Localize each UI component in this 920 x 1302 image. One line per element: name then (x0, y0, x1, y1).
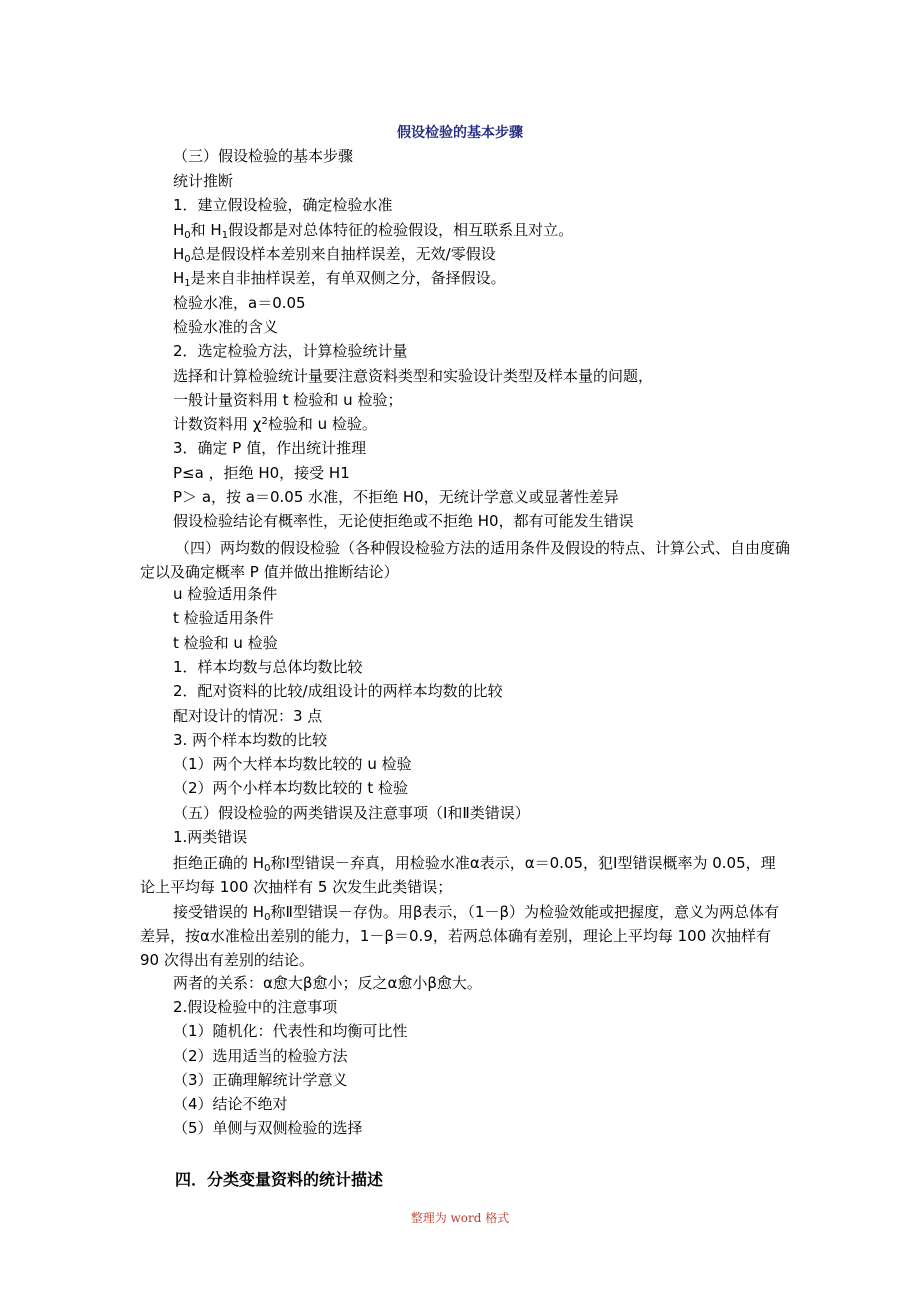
text-line: 2．配对资料的比较/成组设计的两样本均数的比较 (173, 682, 503, 700)
section-5-heading: （五）假设检验的两类错误及注意事项（Ⅰ和Ⅱ类错误） (173, 804, 530, 822)
text-line: （1）随机化：代表性和均衡可比性 (173, 1022, 408, 1040)
text-line: （2）两个小样本均数比较的 t 检验 (173, 779, 408, 797)
text-line: 假设检验结论有概率性，无论使拒绝或不拒绝 H0，都有可能发生错误 (173, 512, 634, 530)
text-line: 检验水准，a＝0.05 (173, 294, 306, 312)
step-2: 2．选定检验方法，计算检验统计量 (173, 342, 408, 360)
chi-square-line: 计数资料用 $\chi^2$检验和 u 检验。 (173, 415, 377, 433)
step-1: 1．建立假设检验，确定检验水准 (173, 196, 393, 214)
hypothesis-line: $H_0$和 $H_1$假设都是对总体特征的检验假设，相互联系且对立。 (173, 221, 574, 241)
type-1-error-paragraph: 拒绝正确的 $H_0$称Ⅰ型错误－弃真，用检验水准α表示，α＝0.05，犯Ⅰ型错误概率为 0.05，理论上平均每 100 次抽样有 5 次发生此类错误； (140, 854, 776, 896)
text-line: P≤a ，拒绝 H0，接受 H1 (173, 464, 350, 482)
page-title: 假设检验的基本步骤 (397, 125, 523, 141)
text-line: （4）结论不绝对 (173, 1095, 288, 1113)
h1-line: $H_1$是来自非抽样误差，有单双侧之分，备择假设。 (173, 269, 506, 289)
text-line: 统计推断 (173, 172, 234, 190)
text-line: 2.假设检验中的注意事项 (173, 998, 338, 1016)
text-line: 1．样本均数与总体均数比较 (173, 658, 363, 676)
text-line: t 检验和 u 检验 (173, 634, 278, 652)
section-heading: 四．分类变量资料的统计描述 (175, 1170, 384, 1189)
text-line: （3）正确理解统计学意义 (173, 1071, 348, 1089)
type-2-error-paragraph: 接受错误的 $H_0$称Ⅱ型错误－存伪。用β表示，（1－β）为检验效能或把握度，意义为两总体有差异，按α水准检出差别的能力，1－β＝0.9，若两总体确有差别，理论上平均每 100 次抽样有 90 次得出有差别的结论。 (140, 903, 780, 969)
text-line: 两者的关系：α愈大β愈小；反之α愈小β愈大。 (173, 974, 482, 992)
text-line: 配对设计的情况：3 点 (173, 707, 323, 725)
text-line: （1）两个大样本均数比较的 u 检验 (173, 755, 412, 773)
text-line: 检验水准的含义 (173, 318, 279, 336)
h0-line: $H_0$总是假设样本差别来自抽样误差，无效/零假设 (173, 245, 496, 265)
text-line: 选择和计算检验统计量要注意资料类型和实验设计类型及样本量的问题， (173, 367, 654, 385)
text-line: 3. 两个样本均数的比较 (173, 731, 328, 749)
text-line: u 检验适用条件 (173, 585, 278, 603)
text-line: 一般计量资料用 t 检验和 u 检验； (173, 391, 403, 409)
step-3: 3．确定 P 值，作出统计推理 (173, 439, 367, 457)
text-line: （2）选用适当的检验方法 (173, 1047, 348, 1065)
text-line: P＞ a，按 a＝0.05 水准，不拒绝 H0，无统计学意义或显著性差异 (173, 488, 619, 506)
page-footer: 整理为 word 格式 (410, 1211, 510, 1225)
text-line: 1.两类错误 (173, 828, 248, 846)
text-line: （5）单侧与双侧检验的选择 (173, 1119, 363, 1137)
text-line: t 检验适用条件 (173, 609, 274, 627)
section-4-paragraph: （四）两均数的假设检验（各种假设检验方法的适用条件及假设的特点、计算公式、自由度确定以及确定概率 P 值并做出推断结论） (140, 539, 791, 581)
section-3-heading: （三）假设检验的基本步骤 (173, 147, 354, 165)
